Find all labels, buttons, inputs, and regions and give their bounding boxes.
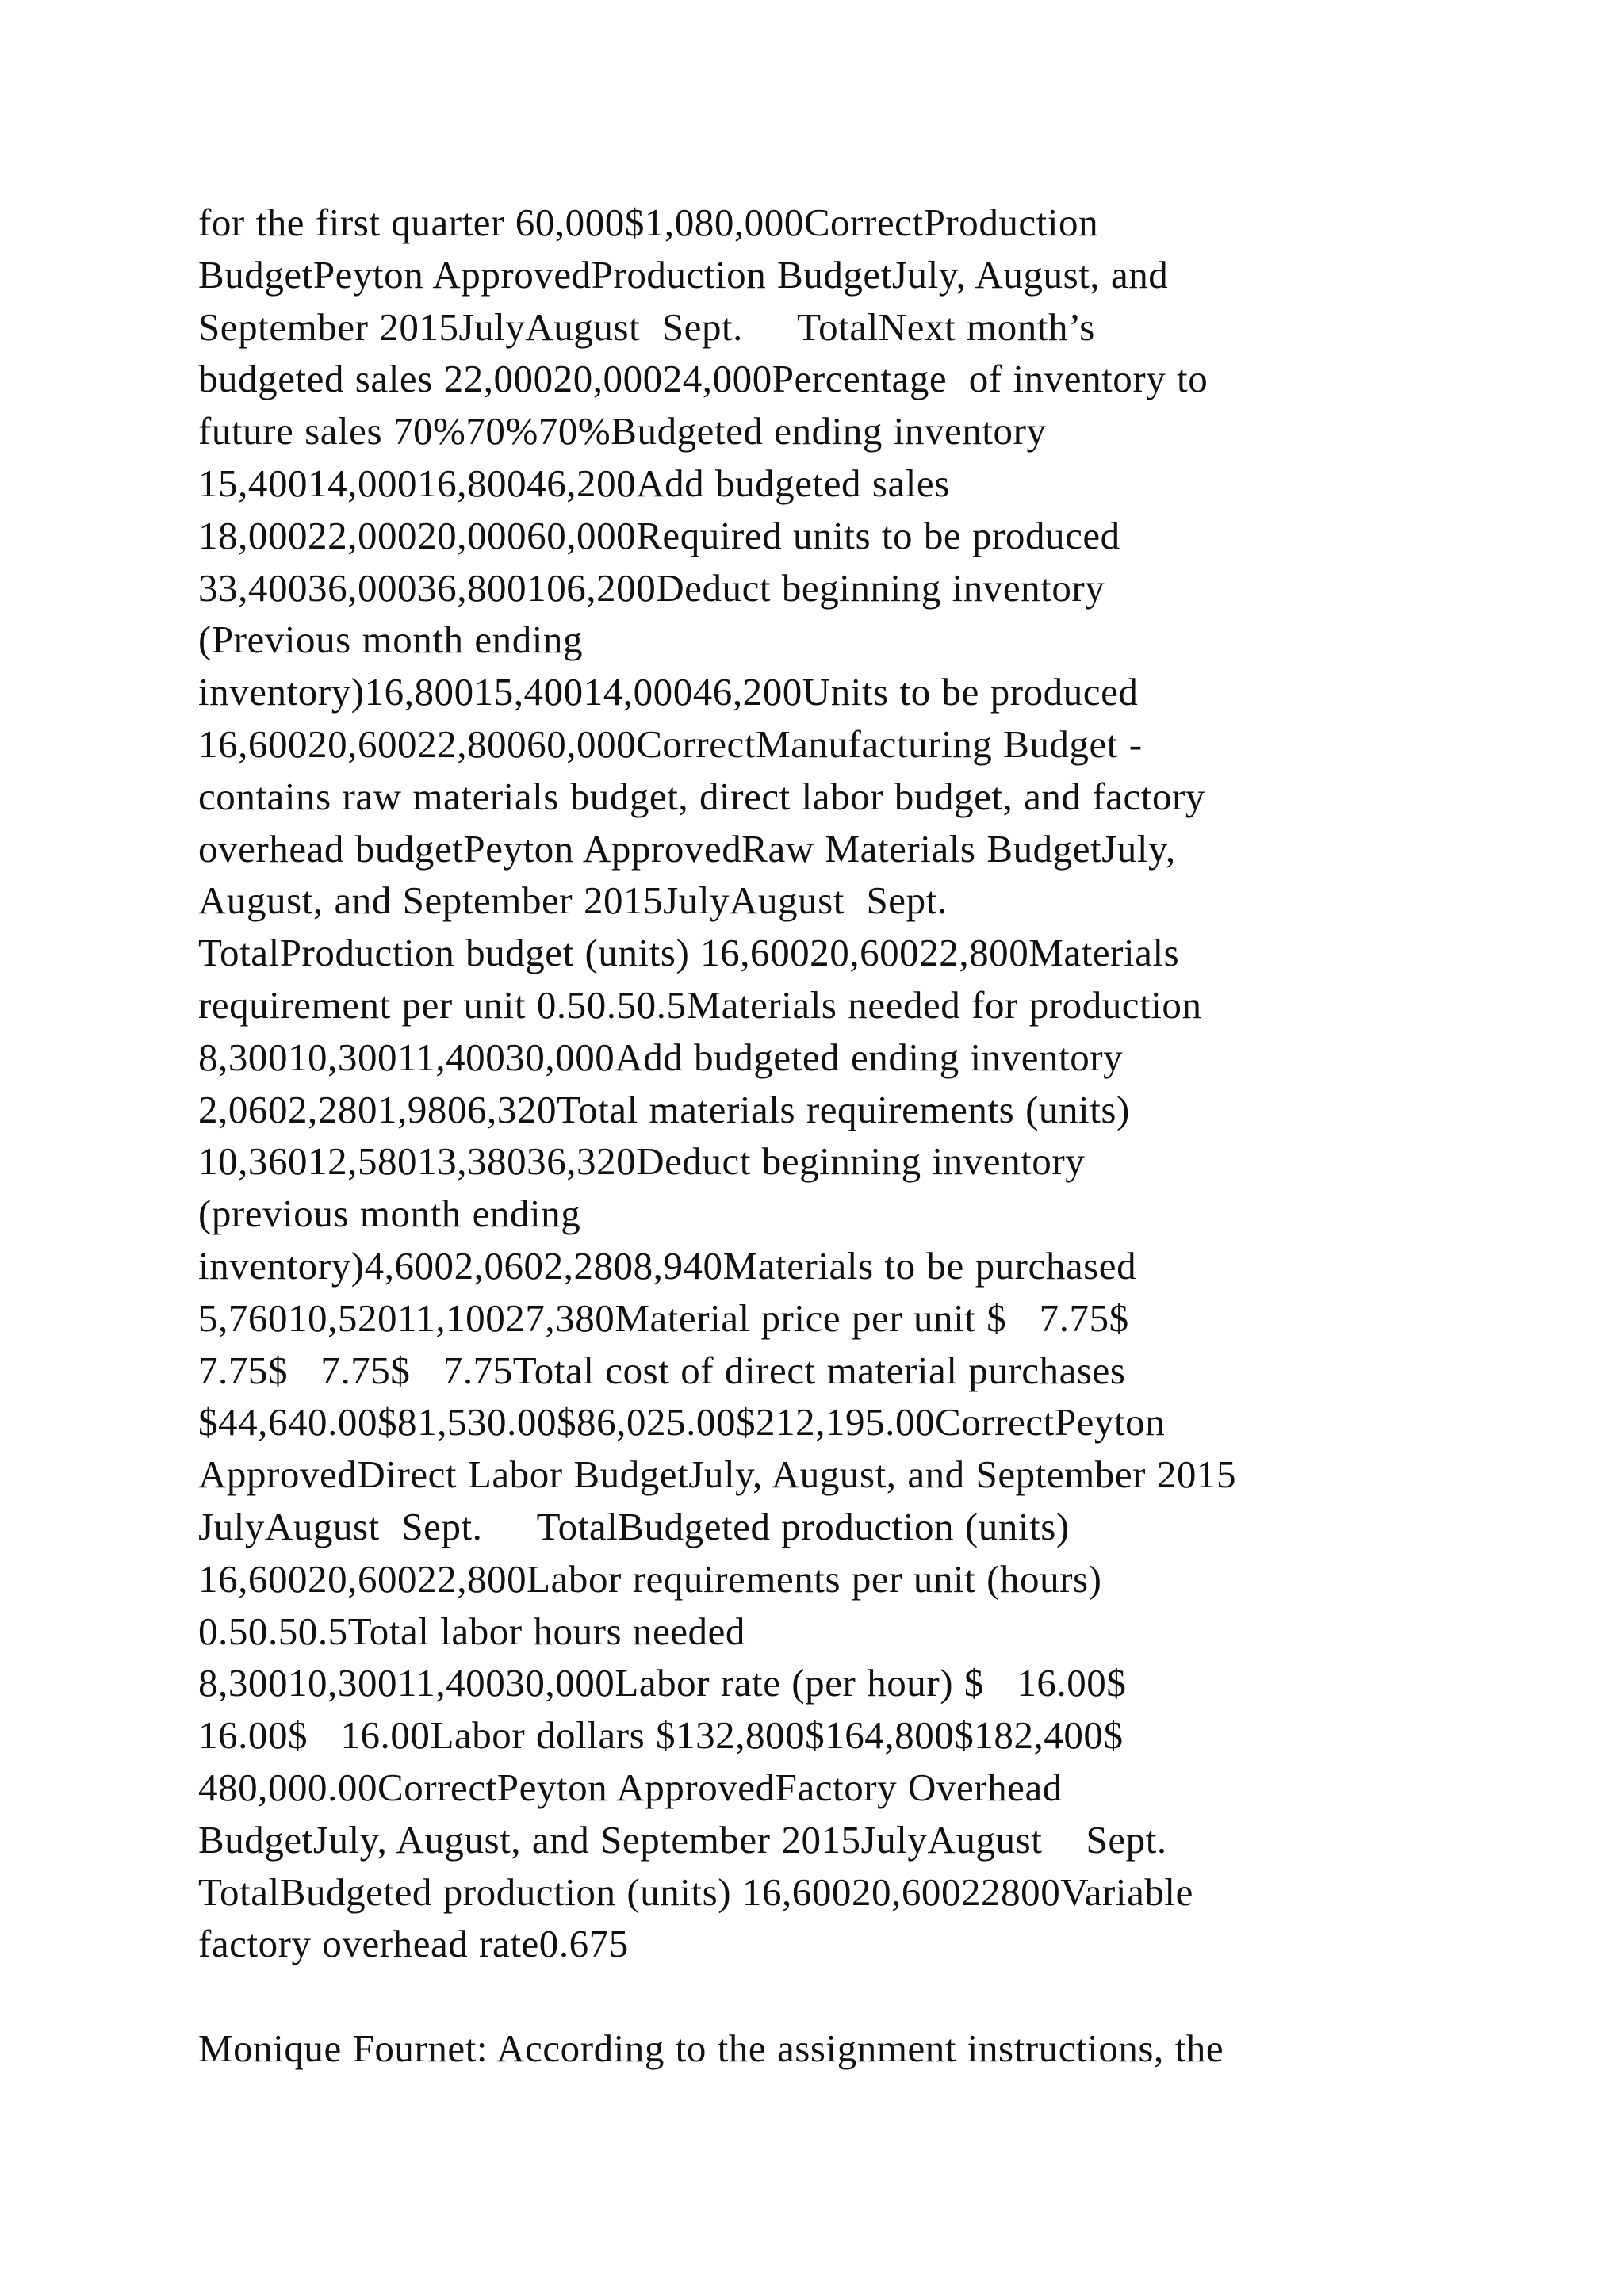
- document-line: 16,60020,60022,800Labor requirements per unit (hours): [198, 1556, 1102, 1601]
- document-line: BudgetPeyton ApprovedProduction BudgetJuly, August, and: [198, 252, 1169, 297]
- closing-line: Monique Fournet: According to the assignment instructions, the: [198, 2026, 1224, 2070]
- document-line: 15,40014,00016,80046,200Add budgeted sales: [198, 461, 950, 505]
- document-line: for the first quarter 60,000$1,080,000CorrectProduction: [198, 201, 1099, 244]
- document-line: TotalProduction budget (units) 16,60020,60022,800Materials: [198, 931, 1180, 975]
- document-line: 16.00$ 16.00Labor dollars $132,800$164,800$182,400$: [198, 1713, 1124, 1758]
- document-line: contains raw materials budget, direct labor budget, and factory: [198, 774, 1205, 818]
- document-line: inventory)4,6002,0602,2808,940Materials to be purchased: [198, 1243, 1137, 1288]
- document-line: 2,0602,2801,9806,320Total materials requirements (units): [198, 1087, 1130, 1131]
- document-line: inventory)16,80015,40014,00046,200Units to be produced: [198, 670, 1139, 714]
- document-line: 0.50.50.5Total labor hours needed: [198, 1609, 745, 1653]
- document-line: 480,000.00CorrectPeyton ApprovedFactory Overhead: [198, 1765, 1063, 1809]
- document-line: 8,30010,30011,40030,000Add budgeted ending inventory: [198, 1035, 1124, 1079]
- document-line: 10,36012,58013,38036,320Deduct beginning inventory: [198, 1139, 1086, 1184]
- document-line: $44,640.00$81,530.00$86,025.00$212,195.00CorrectPeyton: [198, 1400, 1166, 1445]
- document-line: August, and September 2015JulyAugust Sept.: [198, 878, 948, 923]
- document-line: 7.75$ 7.75$ 7.75Total cost of direct material purchases: [198, 1348, 1126, 1392]
- document-line: (previous month ending: [198, 1192, 581, 1236]
- document-line: TotalBudgeted production (units) 16,60020,60022800Variable: [198, 1869, 1193, 1914]
- document-line: budgeted sales 22,00020,00024,000Percentage of inventory to: [198, 357, 1208, 401]
- document-line: (Previous month ending: [198, 618, 584, 662]
- document-line: 8,30010,30011,40030,000Labor rate (per hour) $ 16.00$: [198, 1661, 1127, 1705]
- document-body: [198, 197, 1451, 2075]
- document-line: factory overhead rate0.675: [198, 1922, 629, 1966]
- document-line: JulyAugust Sept. TotalBudgeted production (units): [198, 1504, 1070, 1548]
- document-line: 33,40036,00036,800106,200Deduct beginning inventory: [198, 565, 1105, 610]
- document-line: 5,76010,52011,10027,380Material price per unit $ 7.75$: [198, 1295, 1129, 1340]
- document-line: BudgetJuly, August, and September 2015JulyAugust Sept.: [198, 1817, 1167, 1862]
- document-line: ApprovedDirect Labor BudgetJuly, August, and September 2015: [198, 1452, 1237, 1497]
- document-line: overhead budgetPeyton ApprovedRaw Materials BudgetJuly,: [198, 826, 1176, 871]
- document-line: 18,00022,00020,00060,000Required units to be produced: [198, 513, 1120, 557]
- document-line: future sales 70%70%70%Budgeted ending inventory: [198, 409, 1047, 453]
- document-line: requirement per unit 0.50.50.5Materials needed for production: [198, 982, 1202, 1027]
- document-line: September 2015JulyAugust Sept. TotalNext month’s: [198, 304, 1095, 349]
- paragraph-gap: [198, 1970, 1451, 2022]
- document-line: 16,60020,60022,80060,000CorrectManufacturing Budget -: [198, 721, 1143, 766]
